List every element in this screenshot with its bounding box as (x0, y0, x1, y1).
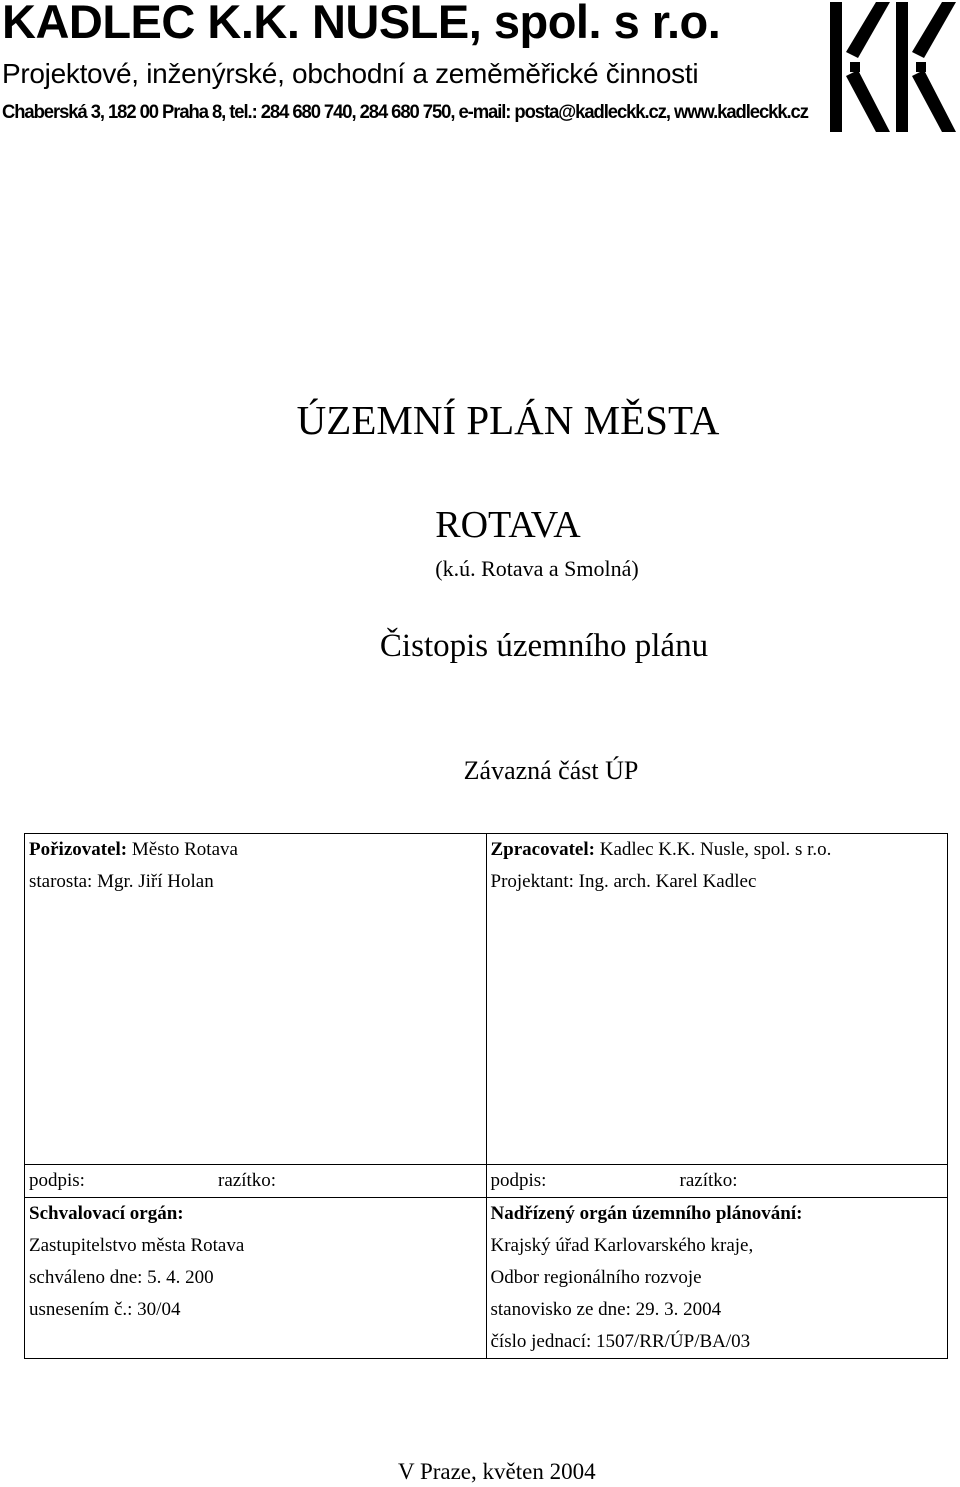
approving-body-heading: Schvalovací orgán: (29, 1203, 184, 1224)
document-type: Čistopis územního plánu (379, 628, 709, 664)
department-line: Odbor regionálního rozvoje (490, 1267, 702, 1288)
procurer-cell (25, 834, 487, 1165)
reference-number-line: číslo jednací: 1507/RR/ÚP/BA/03 (490, 1331, 751, 1352)
sign-label: podpis: (29, 1170, 85, 1191)
approval-table (24, 833, 948, 1359)
approval-date-line: schváleno dne: 5. 4. 200 (29, 1267, 214, 1288)
processor-cell (486, 834, 948, 1165)
resolution-line: usnesením č.: 30/04 (29, 1299, 181, 1320)
sign-label: podpis: (490, 1170, 547, 1191)
signature-right (486, 1165, 948, 1198)
stamp-label: razítko: (218, 1170, 277, 1191)
stamp-label: razítko: (679, 1170, 738, 1191)
superior-body-cell (486, 1198, 948, 1359)
procurer-label: Pořizovatel: (29, 839, 128, 860)
letterhead (0, 0, 960, 140)
processor-label: Zpracovatel: (490, 839, 595, 860)
approving-body-cell (25, 1198, 487, 1359)
signature-left (25, 1165, 487, 1198)
procurer-value: Město Rotava (131, 839, 238, 860)
town-name: ROTAVA (435, 504, 581, 546)
kk-logo-icon (826, 0, 960, 134)
document-part: Závazná část ÚP (463, 756, 639, 785)
company-activity: Projektové, inženýrské, obchodní a zeměměřické činnosti (2, 58, 699, 89)
company-name: KADLEC K.K. NUSLE, spol. s r.o. (2, 0, 721, 48)
superior-body-line: Krajský úřad Karlovarského kraje, (490, 1235, 754, 1256)
approving-body-line: Zastupitelstvo města Rotava (29, 1235, 245, 1256)
superior-body-heading: Nadřízený orgán územního plánování: (490, 1203, 803, 1224)
mayor-line: starosta: Mgr. Jiří Holan (29, 871, 214, 892)
cadastral-areas: (k.ú. Rotava a Smolná) (435, 556, 639, 581)
designer-line: Projektant: Ing. arch. Karel Kadlec (490, 871, 757, 892)
opinion-date-line: stanovisko ze dne: 29. 3. 2004 (490, 1299, 722, 1320)
processor-value: Kadlec K.K. Nusle, spol. s r.o. (599, 839, 832, 860)
company-contact: Chaberská 3, 182 00 Praha 8, tel.: 284 680 740, 284 680 750, e-mail: posta@kadleckk.cz, www.kadleckk.cz (2, 102, 808, 123)
place-date: V Praze, květen 2004 (398, 1459, 596, 1484)
plan-title: ÚZEMNÍ PLÁN MĚSTA (296, 397, 720, 443)
